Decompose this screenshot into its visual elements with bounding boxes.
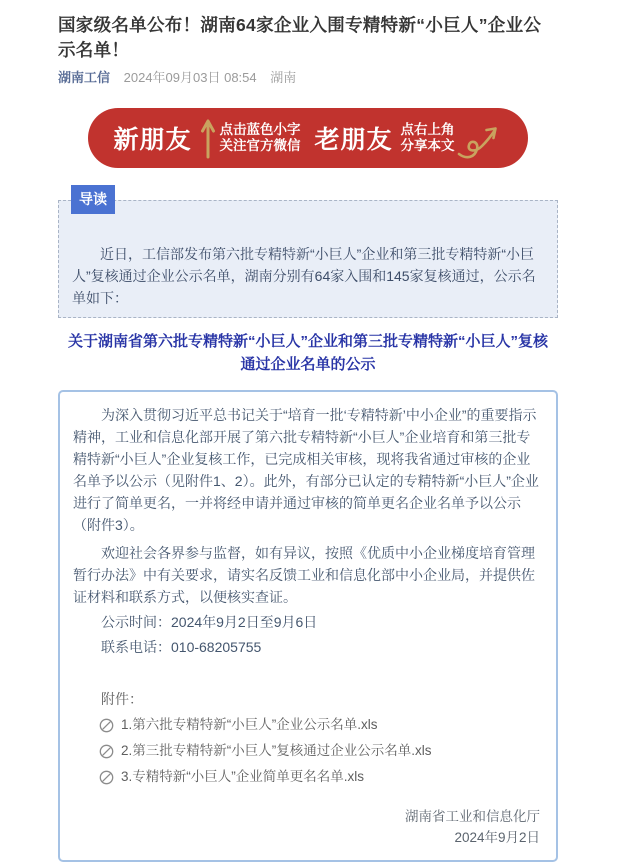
attachment-link[interactable] [99, 742, 542, 760]
old-friends-tip [401, 122, 455, 154]
old-friends-label: 老朋友 [314, 126, 393, 154]
intro-section [58, 191, 558, 318]
old-friends-tip-line1: 点右上角 [400, 122, 455, 137]
notice-paragraph-2: 欢迎社会各界参与监督，如有异议，按照《优质中小企业梯度培育管理暂行办法》中有关要求，请实名反馈工业和信息化部中小企业局，并提供佐证材料和联系方式，以便核实查证。 [73, 545, 535, 605]
contact-phone: 联系电话：010-68205755 [101, 639, 262, 655]
publish-location: 湖南 [270, 70, 297, 85]
signature-date: 2024年9月2日 [454, 830, 540, 845]
account-link[interactable]: 湖南工信 [58, 70, 111, 85]
article-title: 国家级名单公布！湖南64家企业入围专精特新“小巨人”企业公示名单！ [58, 15, 542, 60]
new-friends-tip-line1: 点击蓝色小字 [219, 122, 301, 137]
signature-block [73, 806, 542, 848]
notice-box [58, 390, 558, 862]
publicity-period: 公示时间：2024年9月2日至9月6日 [101, 614, 318, 630]
attachment-icon [99, 744, 114, 759]
notice-title: 关于湖南省第六批专精特新“小巨人”企业和第三批专精特新“小巨人”复核通过企业名单的公示 [67, 333, 548, 373]
notice-paragraph-1: 为深入贯彻习近平总书记关于“培育一批‘专精特新’中小企业”的重要指示精神，工业和信息化部开展了第六批专精特新“小巨人”企业培育和第三批专精特新“小巨人”企业复核工作，已完成相关审核，现将我省通过审核的企业名单予以公示（见附件1、2）。此外，有部分已认定的专精特新“小巨人”企业进行了简单更名，一并将经申请并通过审核的简单更名企业名单予以公示（附件3）。 [73, 407, 539, 533]
signature-org: 湖南省工业和信息化厅 [405, 809, 540, 824]
attachment-name: 1.第六批专精特新“小巨人”企业公示名单.xls [121, 717, 378, 732]
attachment-name: 3.专精特新“小巨人”企业简单更名名单.xls [121, 769, 364, 784]
attachment-icon [99, 770, 114, 785]
new-friends-tip [220, 122, 301, 154]
attachment-link[interactable] [99, 768, 542, 786]
article-meta [58, 70, 558, 86]
publish-time: 2024年09月03日 08:54 [123, 70, 257, 85]
follow-banner-image[interactable] [88, 108, 528, 168]
attachment-list [73, 716, 542, 786]
up-arrow-icon [200, 116, 216, 160]
new-friends-tip-line2: 关注官方微信 [219, 138, 301, 153]
article-page [0, 13, 620, 862]
attachment-link[interactable] [99, 716, 542, 734]
intro-label: 导读 [71, 185, 115, 214]
intro-text: 近日，工信部发布第六批专精特新“小巨人”企业和第三批专精特新“小巨人”复核通过企业公示名单，湖南分别有64家入围和145家复核通过，公示名单如下： [72, 246, 536, 306]
intro-box [58, 200, 558, 318]
attachments-label: 附件： [101, 691, 143, 707]
old-friends-tip-line2: 分享本文 [400, 138, 455, 153]
attachment-name: 2.第三批专精特新“小巨人”复核通过企业公示名单.xls [121, 743, 432, 758]
new-friends-label: 新朋友 [113, 126, 192, 154]
attachment-icon [99, 718, 114, 733]
share-swirl-arrow-icon [457, 121, 503, 161]
